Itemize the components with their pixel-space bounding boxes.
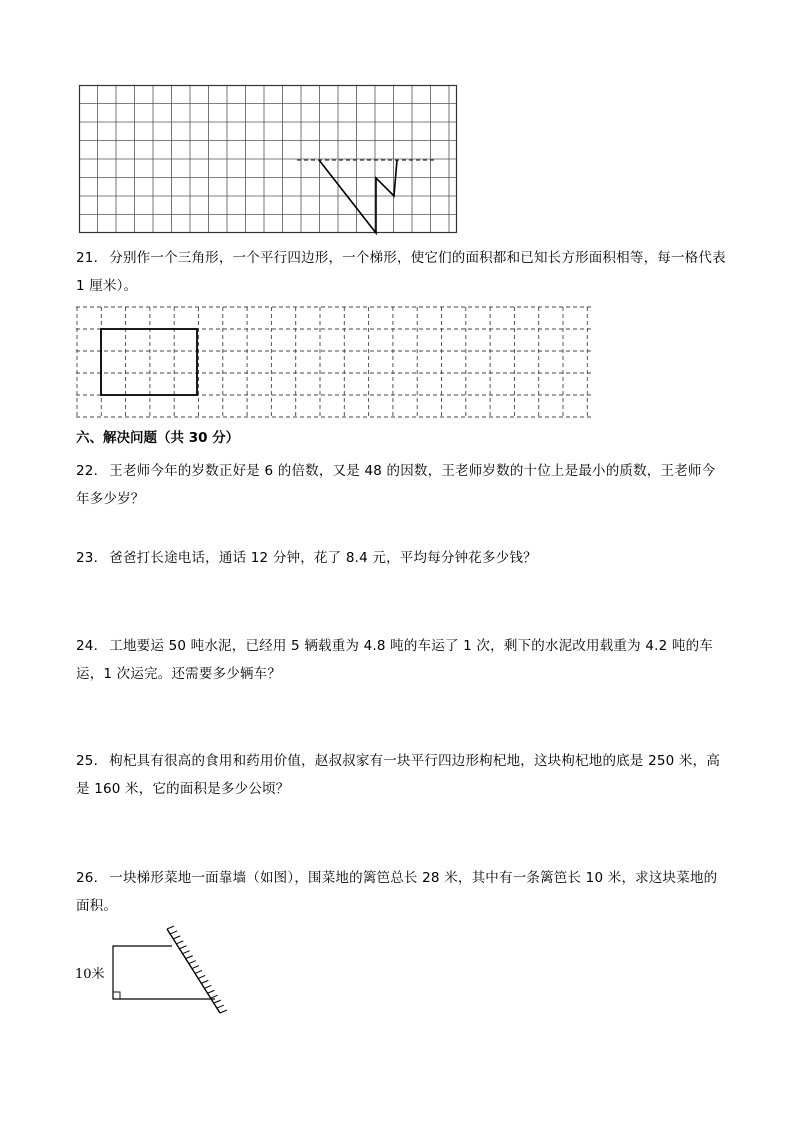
hatch-mark: [204, 985, 211, 988]
question-25: 25． 枸杞具有很高的食用和药用价值，赵叔叔家有一块平行四边形枸杞地，这块枸杞地的底是 250 米，高是 160 米，它的面积是多少公顷？: [76, 753, 721, 797]
half-figure-shape: [319, 160, 397, 233]
hatch-mark: [195, 970, 202, 973]
hatch-mark: [220, 1010, 227, 1013]
wall-hatching: [167, 926, 227, 1013]
question-21: 21． 分别作一个三角形，一个平行四边形，一个梯形，使它们的面积都和已知长方形面积相等，每一格代表 1 厘米）。: [76, 250, 726, 294]
hatch-mark: [198, 975, 205, 978]
question-22: 22． 王老师今年的岁数正好是 6 的倍数，又是 48 的因数，王老师岁数的十位上是最小的质数，王老师今年多少岁？: [76, 463, 716, 507]
hatch-mark: [189, 961, 196, 964]
symmetry-grid-figure: [79, 85, 459, 235]
fence-outline: [113, 946, 215, 999]
question-23: 23． 爸爸打长途电话，通话 12 分钟，花了 8.4 元，平均每分钟花多少钱？: [76, 550, 537, 566]
side-length-label: 10米: [75, 967, 105, 982]
hatch-mark: [179, 946, 186, 949]
hatch-mark: [173, 936, 180, 939]
section-heading: 六、解决问题（共 30 分）: [76, 430, 240, 446]
wall-line: [167, 929, 220, 1013]
area-dashed-grid: [76, 307, 594, 419]
hatch-mark: [217, 1005, 224, 1008]
given-rectangle: [101, 329, 197, 395]
question-26: 26． 一块梯形菜地一面靠墙（如图），围菜地的篱笆总长 28 米，其中有一条篱笆长 10 米，求这块菜地的面积。: [76, 870, 718, 914]
hatch-mark: [186, 956, 193, 959]
hatch-mark: [167, 926, 174, 929]
right-angle-mark: [113, 992, 120, 999]
hatch-mark: [183, 951, 190, 954]
hatch-mark: [208, 990, 215, 993]
hatch-mark: [201, 980, 208, 983]
hatch-mark: [192, 966, 199, 969]
hatch-mark: [176, 941, 183, 944]
hatch-mark: [211, 995, 218, 998]
hatch-mark: [214, 1000, 221, 1003]
question-24: 24． 工地要运 50 吨水泥，已经用 5 辆载重为 4.8 吨的车运了 1 次，剩下的水泥改用载重为 4.2 吨的车运，1 次运完。还需要多少辆车？: [76, 638, 713, 682]
hatch-mark: [170, 931, 177, 934]
